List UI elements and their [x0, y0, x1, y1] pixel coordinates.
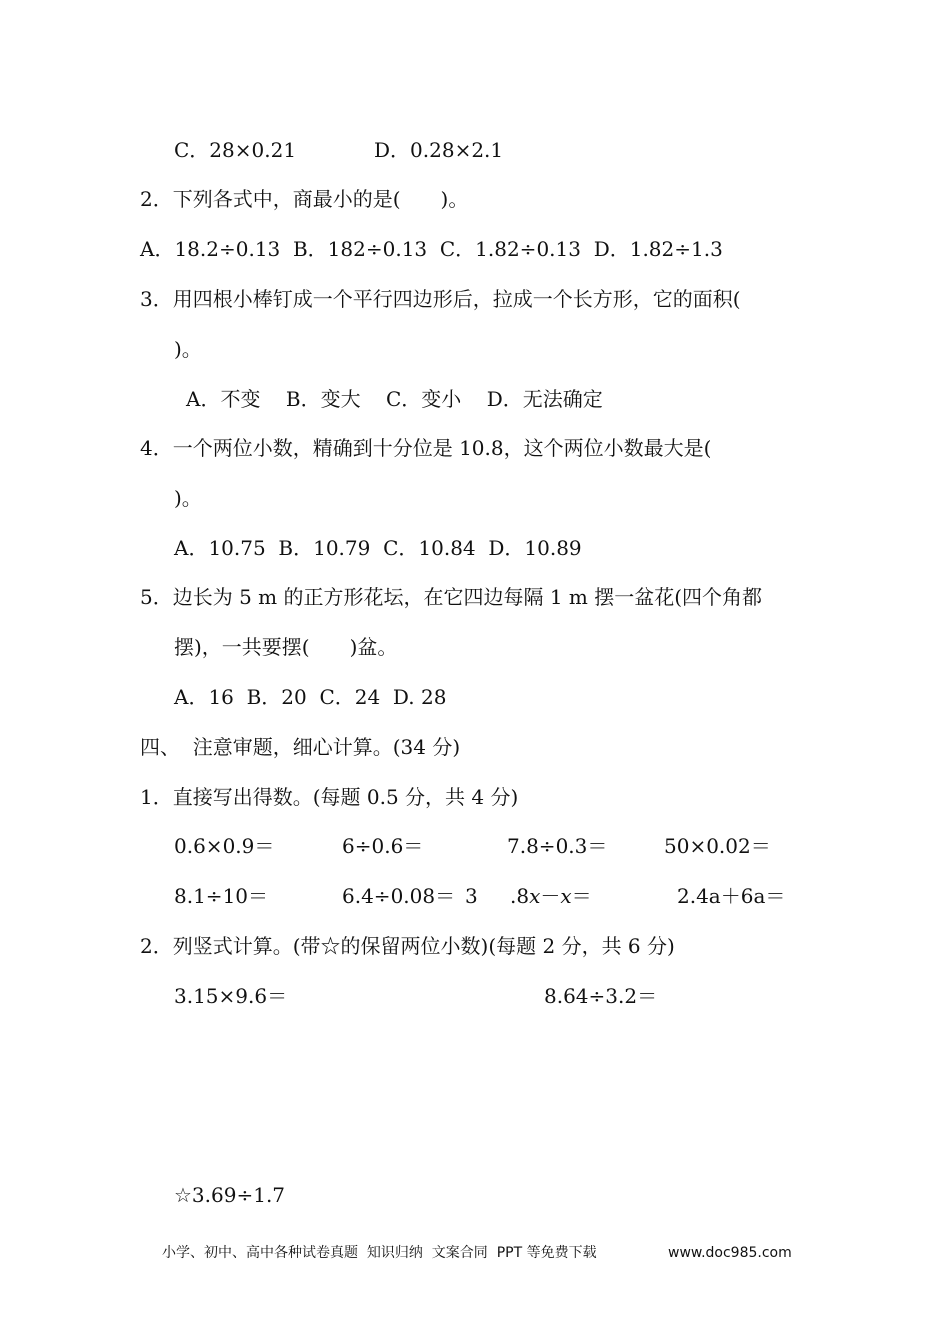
question-4-stem: 4．一个两位小数，精确到十分位是 10.8，这个两位小数最大是(	[140, 436, 712, 460]
variable-x: x	[560, 884, 572, 908]
calc-item-expression	[510, 884, 592, 908]
calc-item: 3.15×9.6＝	[174, 984, 288, 1008]
calc-item: 50×0.02＝	[664, 834, 771, 858]
question-3-stem: 3．用四根小棒钉成一个平行四边形后，拉成一个长方形，它的面积(	[140, 287, 741, 311]
question-3-options: A．不变 B．变大 C．变小 D．无法确定	[186, 387, 603, 411]
question-4-stem-cont: )。	[174, 486, 202, 510]
question-5-stem-cont: 摆)，一共要摆( )盆。	[174, 635, 398, 659]
option-c: C．28×0.21	[174, 138, 297, 162]
calc-item: 6÷0.6＝	[342, 834, 424, 858]
footer-text: 小学、初中、高中各种试卷真题 知识归纳 文案合同 PPT 等免费下载	[162, 1245, 597, 1261]
question-2-stem: 2．下列各式中，商最小的是( )。	[140, 187, 469, 211]
question-4-options: A．10.75 B．10.79 C．10.84 D．10.89	[174, 536, 582, 560]
calc-item: 2.4a＋6a＝	[677, 884, 786, 908]
option-d: D．0.28×2.1	[374, 138, 504, 162]
section-heading: 四、 注意审题，细心计算。(34 分)	[140, 735, 461, 759]
variable-x: x	[529, 884, 541, 908]
minus-sign: －	[540, 884, 561, 908]
calc-item: 0.6×0.9＝	[174, 834, 275, 858]
calc-item: 8.64÷3.2＝	[544, 984, 658, 1008]
calc-1-stem: 1．直接写出得数。(每题 0.5 分，共 4 分)	[140, 785, 519, 809]
question-5-stem: 5．边长为 5 m 的正方形花坛，在它四边每隔 1 m 摆一盆花(四个角都	[140, 585, 763, 609]
calc-item: 8.1÷10＝	[174, 884, 269, 908]
equals-sign: ＝	[571, 884, 592, 908]
question-2-options: A．18.2÷0.13 B．182÷0.13 C．1.82÷0.13 D．1.82÷1.3	[140, 237, 723, 261]
footer-url[interactable]: www.doc985.com	[668, 1245, 792, 1261]
calc-item-starred: ☆3.69÷1.7	[174, 1183, 286, 1207]
calc-item: 6.4÷0.08＝	[342, 884, 456, 908]
question-3-stem-cont: )。	[174, 337, 202, 361]
calc-2-stem: 2．列竖式计算。(带☆的保留两位小数)(每题 2 分，共 6 分)	[140, 934, 675, 958]
calc-item-part: .8	[510, 884, 530, 908]
question-5-options: A．16 B．20 C．24 D. 28	[174, 685, 447, 709]
calc-item-digit: 3	[465, 884, 478, 908]
calc-item: 7.8÷0.3＝	[507, 834, 608, 858]
